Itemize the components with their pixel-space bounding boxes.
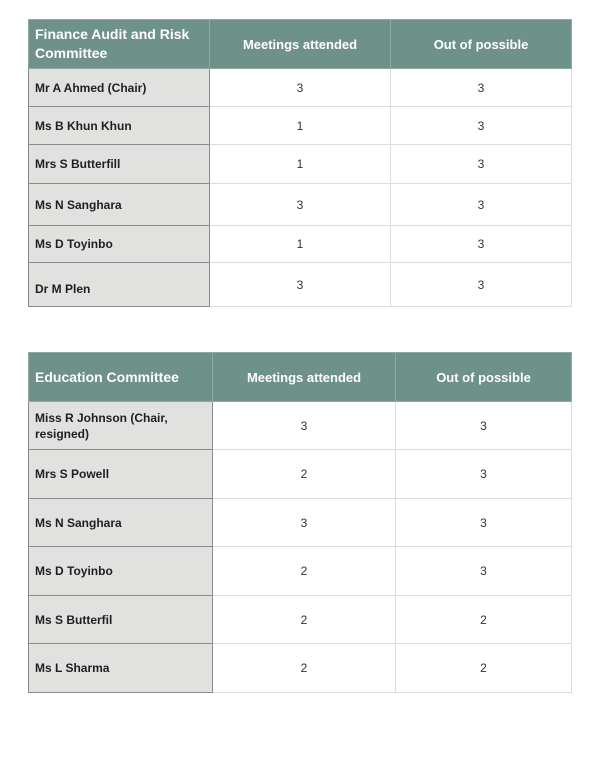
table-row — [29, 499, 572, 547]
member-name: Ms N Sanghara — [29, 499, 213, 547]
meetings-possible: 3 — [391, 145, 572, 184]
education-committee-table — [28, 352, 572, 693]
member-name: Mrs S Powell — [29, 450, 213, 499]
table-row — [29, 547, 572, 596]
column-header-attended: Meetings attended — [210, 20, 391, 69]
table-row — [29, 596, 572, 644]
finance-audit-risk-table — [28, 19, 572, 307]
member-name: Ms D Toyinbo — [29, 547, 213, 596]
member-name: Miss R Johnson (Chair, resigned) — [29, 402, 213, 450]
meetings-possible: 3 — [396, 450, 572, 499]
member-name: Ms D Toyinbo — [29, 226, 210, 263]
table-row — [29, 226, 572, 263]
member-name: Ms L Sharma — [29, 644, 213, 693]
meetings-attended: 2 — [213, 596, 396, 644]
meetings-possible: 3 — [391, 107, 572, 145]
table-row — [29, 263, 572, 307]
table-header-row — [29, 353, 572, 402]
table-row — [29, 145, 572, 184]
table-row — [29, 644, 572, 693]
column-header-possible: Out of possible — [391, 20, 572, 69]
meetings-attended: 2 — [213, 450, 396, 499]
member-name: Ms N Sanghara — [29, 184, 210, 226]
meetings-attended: 2 — [213, 644, 396, 693]
member-name: Ms B Khun Khun — [29, 107, 210, 145]
meetings-possible: 3 — [396, 499, 572, 547]
meetings-attended: 1 — [210, 226, 391, 263]
meetings-possible: 3 — [391, 226, 572, 263]
meetings-possible: 2 — [396, 644, 572, 693]
meetings-attended: 3 — [213, 499, 396, 547]
committee-title: Education Committee — [29, 353, 213, 402]
member-name: Dr M Plen — [29, 263, 210, 307]
member-name: Ms S Butterfil — [29, 596, 213, 644]
table-row — [29, 402, 572, 450]
meetings-possible: 3 — [396, 402, 572, 450]
table-row — [29, 450, 572, 499]
column-header-possible: Out of possible — [396, 353, 572, 402]
meetings-attended: 3 — [210, 263, 391, 307]
meetings-possible: 3 — [391, 263, 572, 307]
table-header-row — [29, 20, 572, 69]
column-header-attended: Meetings attended — [213, 353, 396, 402]
meetings-attended: 3 — [210, 69, 391, 107]
table-row — [29, 184, 572, 226]
meetings-possible: 3 — [391, 184, 572, 226]
meetings-possible: 3 — [396, 547, 572, 596]
meetings-attended: 3 — [213, 402, 396, 450]
meetings-possible: 2 — [396, 596, 572, 644]
table-row — [29, 107, 572, 145]
meetings-attended: 2 — [213, 547, 396, 596]
meetings-possible: 3 — [391, 69, 572, 107]
meetings-attended: 1 — [210, 145, 391, 184]
member-name: Mrs S Butterfill — [29, 145, 210, 184]
table-row — [29, 69, 572, 107]
member-name: Mr A Ahmed (Chair) — [29, 69, 210, 107]
meetings-attended: 3 — [210, 184, 391, 226]
meetings-attended: 1 — [210, 107, 391, 145]
committee-title: Finance Audit and Risk Committee — [29, 20, 210, 69]
